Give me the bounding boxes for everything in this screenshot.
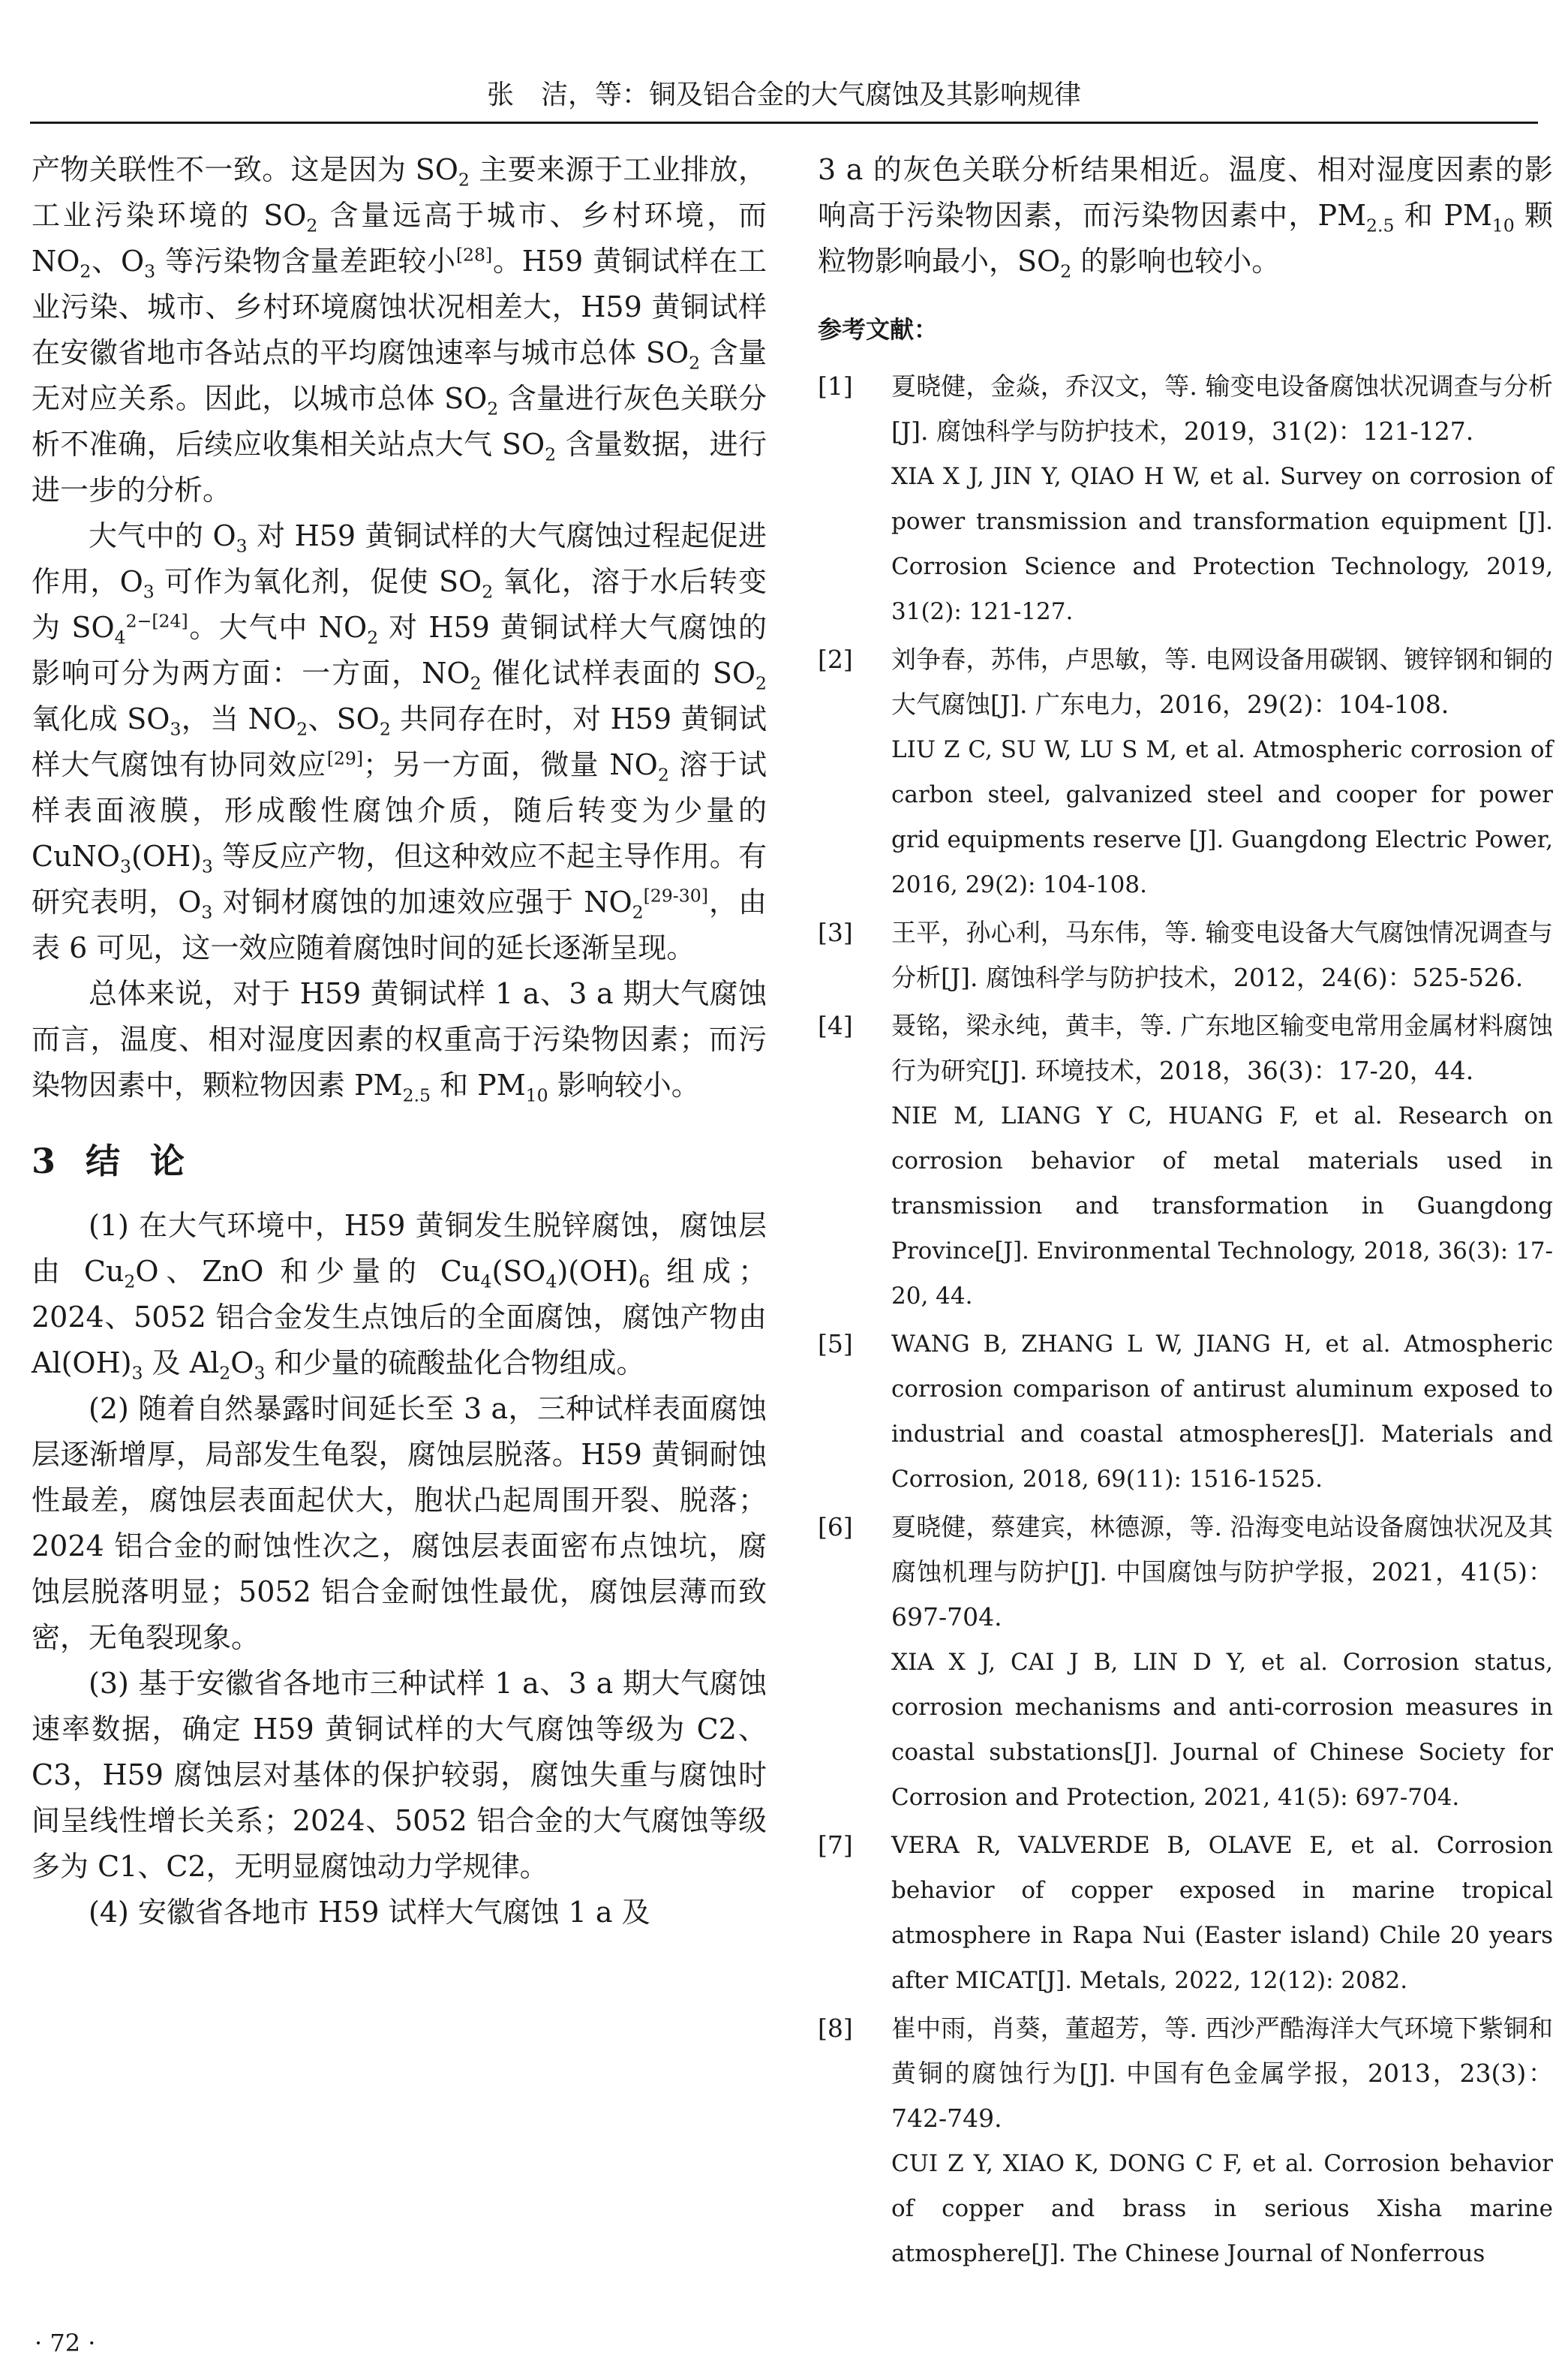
conclusion-2: (2) 随着自然暴露时间延长至 3 a，三种试样表面腐蚀层逐渐增厚，局部发生龟裂，腐蚀层脱落。H59 黄铜耐蚀性最差，腐蚀层表面起伏大，胞状凸起周围开裂、脱落；2024 铝合金的耐蚀性次之，腐蚀层表面密布点蚀坑，腐蚀层脱落明显；5052 铝合金耐蚀性最优，腐蚀层薄而致密，无龟裂现象。 [32, 1392, 767, 1654]
subscript: 2 [1060, 260, 1072, 282]
running-title: 张 洁，等：铜及铝合金的大气腐蚀及其影响规律 [486, 80, 1081, 110]
reference-number: [1] [818, 371, 853, 401]
reference-text-en: VERA R, VALVERDE B, OLAVE E, et al. Corrosion behavior of copper exposed in marine tropical atmosphere in Rapa Nui (Easter island) Chile 20 years after MICAT[J]. Metals, 2022, 12(12): 2082. [891, 1832, 1553, 1994]
reference-text-en: LIU Z C, SU W, LU S M, et al. Atmospheric corrosion of carbon steel, galvanized steel and cooper for power grid equipments reserve [J]. Guangdong Electric Power, 2016, 29(2): 104-108. [891, 736, 1553, 898]
header-rule [30, 122, 1538, 124]
subscript: 3 [170, 718, 182, 740]
subscript: 2 [124, 1271, 136, 1292]
subscript: 4 [114, 627, 126, 648]
running-header [30, 69, 1538, 122]
reference-item [818, 364, 1553, 634]
subscript: 2.5 [402, 1084, 431, 1106]
conclusion-3: (3) 基于安徽省各地市三种试样 1 a、3 a 期大气腐蚀速率数据，确定 H59 黄铜试样的大气腐蚀等级为 C2、C3，H59 腐蚀层对基体的保护较弱，腐蚀失重与腐蚀时间呈线性增长关系；2024、5052 铝合金的大气腐蚀等级多为 C1、C2，无明显腐蚀动力学规律。 [32, 1667, 767, 1883]
section-title: 结论 [86, 1141, 215, 1181]
subscript: 2 [470, 672, 482, 694]
reference-item [818, 1505, 1553, 1820]
reference-text-en: NIE M, LIANG Y C, HUANG F, et al. Research on corrosion behavior of metal materials used in transmission and transformation in Guangdong Province[J]. Environmental Technology, 2018, 36(3): 17-20, 44. [891, 1102, 1553, 1310]
reference-number: [6] [818, 1512, 853, 1541]
subscript: 6 [638, 1271, 650, 1292]
reference-text-en: CUI Z Y, XIAO K, DONG C F, et al. Corrosion behavior of copper and brass in serious Xisha marine atmosphere[J]. The Chinese Journal of Nonferrous [891, 2150, 1553, 2267]
conclusion-4-continued: 3 a 的灰色关联分析结果相近。温度、相对湿度因素的影响高于污染物因素，而污染物因素中，$PM_{2.5}$ 和 $PM_{10}$ 颗粒物影响最小，$SO_2$ 的影响也较小。 [818, 153, 1553, 282]
subscript: 4 [545, 1271, 557, 1292]
reference-item [818, 1003, 1553, 1319]
subscript: 3 [236, 535, 248, 557]
conclusion-4: (4) 安徽省各地市 H59 试样大气腐蚀 1 a 及 [89, 1896, 650, 1929]
reference-text-zh: 刘争春，苏伟，卢思敏，等. 电网设备用碳钢、镀锌钢和铜的大气腐蚀[J]. 广东电力，2016，29(2)：104-108. [891, 645, 1553, 719]
subscript: 2 [80, 260, 92, 282]
reference-list [818, 364, 1553, 2276]
subscript: 2 [482, 581, 494, 603]
subscript: 3 [119, 856, 131, 877]
reference-text-zh: 王平，孙心利，马东伟，等. 输变电设备大气腐蚀情况调查与分析[J]. 腐蚀科学与防护技术，2012，24(6)：525-526. [891, 918, 1553, 992]
reference-number: [5] [818, 1329, 853, 1358]
subscript: 2 [755, 672, 767, 694]
subscript: 2 [632, 901, 644, 923]
left-column [32, 147, 767, 1935]
superscript: [28] [455, 244, 493, 266]
reference-number: [8] [818, 2014, 853, 2043]
subscript: 2.5 [1366, 215, 1395, 236]
subscript: 2 [458, 169, 470, 191]
subscript: 2 [306, 215, 318, 236]
reference-number: [7] [818, 1830, 853, 1860]
reference-number: [2] [818, 645, 853, 674]
paragraph-summary: 总体来说，对于 H59 黄铜试样 1 a、3 a 期大气腐蚀而言，温度、相对湿度因素的权重高于污染物因素；而污染物因素中，颗粒物因素 $PM_{2.5}$ 和 $PM_{10}$ 影响较小。 [32, 977, 767, 1106]
reference-text-en: WANG B, ZHANG L W, JIANG H, et al. Atmospheric corrosion comparison of antirust aluminum exposed to industrial and coastal atmospheres[J]. Materials and Corrosion, 2018, 69(11): 1516-1525. [891, 1331, 1553, 1493]
references-title: 参考文献： [818, 315, 939, 344]
reference-text-zh: 聂铭，梁永纯，黄丰，等. 广东地区输变电常用金属材料腐蚀行为研究[J]. 环境技术，2018，36(3)：17-20，44. [891, 1011, 1553, 1085]
reference-number: [3] [818, 918, 853, 947]
reference-text-zh: 夏晓健，蔡建宾，林德源，等. 沿海变电站设备腐蚀状况及其腐蚀机理与防护[J]. 中国腐蚀与防护学报，2021，41(5)：697-704. [891, 1512, 1553, 1632]
subscript: 2 [545, 444, 557, 465]
subscript: 2 [219, 1362, 231, 1384]
conclusion-1: (1) 在大气环境中，H59 黄铜发生脱锌腐蚀，腐蚀层由 $Cu_2O$、ZnO 和少量的 $Cu_4(SO_4)(OH)_6$ 组成；2024、5052 铝合金发生点蚀后的全面腐蚀，腐蚀产物由 $Al(OH)_3$ 及 $Al_2O_3$ 和少量的硫酸盐化合物组成。 [32, 1209, 767, 1384]
subscript: 4 [480, 1271, 492, 1292]
page-number: · 72 · [35, 2329, 96, 2357]
subscript: 2 [379, 718, 391, 740]
subscript: 2 [689, 352, 701, 374]
subscript: 2 [487, 398, 499, 420]
subscript: 3 [201, 901, 213, 923]
reference-item [818, 2006, 1553, 2276]
reference-text-en: XIA X J, CAI J B, LIN D Y, et al. Corrosion status, corrosion mechanisms and anti-corrosion measures in coastal substations[J]. Journal of Chinese Society for Corrosion and Protection, 2021, 41(5): 697-704. [891, 1649, 1553, 1811]
reference-item [818, 1322, 1553, 1502]
reference-text-zh: 夏晓健，金焱，乔汉文，等. 输变电设备腐蚀状况调查与分析[J]. 腐蚀科学与防护技术，2019，31(2)：121-127. [891, 371, 1553, 446]
reference-item [818, 910, 1553, 1000]
reference-text-zh: 崔中雨，肖葵，董超芳，等. 西沙严酷海洋大气环境下紫铜和黄铜的腐蚀行为[J]. 中国有色金属学报，2013，23(3)：742-749. [891, 2014, 1553, 2133]
reference-item [818, 637, 1553, 907]
subscript: 2 [367, 627, 379, 648]
superscript: [29] [326, 747, 364, 769]
paragraph-o3-no2-effect: 大气中的 $O_3$ 对 H59 黄铜试样的大气腐蚀过程起促进作用，$O_3$ 可作为氧化剂，促使 $SO_2$ 氧化，溶于水后转变为 $SO_4^{2-[24]}$。大气中 $NO_2$ 对 H59 黄铜试样大气腐蚀的影响可分为两方面：一方面，$NO_2$ 催化试样表面的 $SO_2$ 氧化成 $SO_3$，当 $NO_2$、$SO_2$ 共同存在时，对 H59 黄铜试样大气腐蚀有协同效应[29]；另一方面，微量 $NO_2$ 溶于试样表面液膜，形成酸性腐蚀介质，随后转变为少量的 $CuNO_3(OH)_3$ 等反应产物，但这种效应不起主导作用。有研究表明，$O_3$ 对铜材腐蚀的加速效应强于 $NO_2[29-30]$，由表 6 可见，这一效应随着腐蚀时间的延长逐渐呈现。 [32, 519, 767, 964]
subscript: 3 [131, 1362, 143, 1384]
subscript: 10 [1491, 215, 1515, 236]
subscript: 2 [296, 718, 308, 740]
reference-number: [4] [818, 1011, 853, 1040]
subscript: 3 [201, 856, 213, 877]
right-column [818, 147, 1553, 2279]
reference-item [818, 1823, 1553, 2003]
superscript: [29-30] [643, 885, 708, 907]
reference-text-en: XIA X J, JIN Y, QIAO H W, et al. Survey on corrosion of power transmission and transformation equipment [J]. Corrosion Science and Protection Technology, 2019, 31(2): 121-127. [891, 463, 1553, 625]
section-heading-conclusion [32, 1138, 767, 1183]
subscript: 3 [143, 581, 155, 603]
subscript: 10 [525, 1084, 548, 1106]
subscript: 2 [657, 764, 669, 786]
subscript: 3 [144, 260, 156, 282]
subscript: 3 [254, 1362, 266, 1384]
paragraph-so2-correlation: 产物关联性不一致。这是因为 $SO_2$ 主要来源于工业排放，工业污染环境的 $SO_2$ 含量远高于城市、乡村环境，而 $NO_2$、$O_3$ 等污染物含量差距较小[28]。H59 黄铜试样在工业污染、城市、乡村环境腐蚀状况相差大，H59 黄铜试样在安徽省地市各站点的平均腐蚀速率与城市总体 $SO_2$ 含量无对应关系。因此，以城市总体 $SO_2$ 含量进行灰色关联分析不准确，后续应收集相关站点大气 $SO_2$ 含量数据，进行进一步的分析。 [32, 153, 767, 507]
superscript: 2−[24] [125, 610, 188, 632]
section-number: 3 [32, 1141, 56, 1181]
